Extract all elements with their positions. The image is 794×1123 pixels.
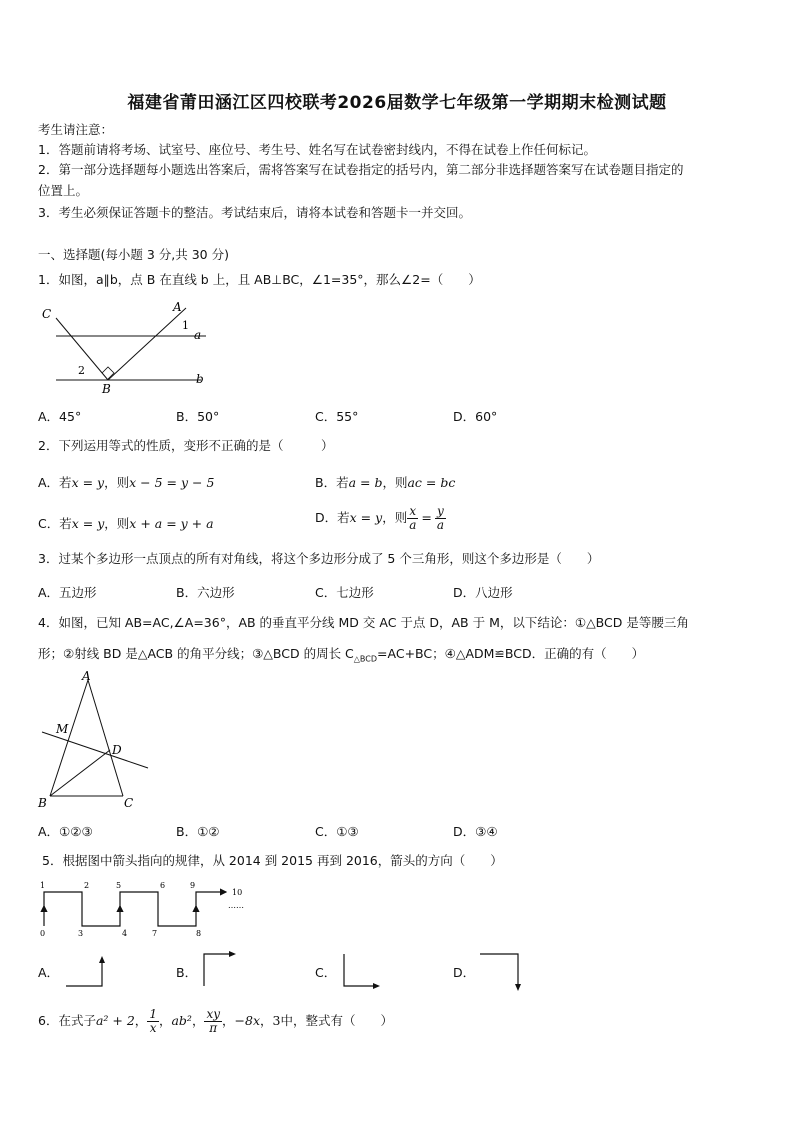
q2-b-result: ac = bc — [407, 475, 456, 490]
q6-sep-5: ， — [260, 1013, 273, 1028]
q4-option-b[interactable]: B．①② — [176, 824, 220, 839]
num-1: 1 — [40, 881, 46, 890]
zigzag-arrows — [44, 892, 226, 926]
q2-d-cond: x = y — [349, 510, 383, 525]
q3-option-c[interactable]: C．七边形 — [315, 585, 374, 600]
q4-option-a[interactable]: A．①②③ — [38, 824, 93, 839]
q5-option-c-arrow[interactable] — [338, 950, 382, 990]
q5-option-d-label[interactable]: D． — [453, 965, 476, 980]
q5-option-b-arrow[interactable] — [198, 948, 240, 988]
side-ab — [50, 680, 88, 796]
q4-label-c: C — [124, 796, 134, 810]
q5-option-b-label[interactable]: B． — [176, 965, 198, 980]
q1-label-c: C — [42, 307, 52, 321]
q5-option-d-arrow[interactable] — [476, 948, 526, 994]
q2-option-c[interactable] — [38, 514, 214, 532]
section-heading: 一、选择题(每小题 3 分,共 30 分) — [38, 247, 229, 262]
right-angle-mark — [102, 367, 114, 379]
q2-d-mid: ，则 — [382, 510, 408, 525]
q4-label-d: D — [112, 743, 122, 757]
q2-b-label: B．若 — [315, 475, 349, 490]
q1-angle-2: 2 — [78, 364, 85, 377]
q2-d-equals: = — [421, 510, 432, 525]
q4-line2-part1: 形；②射线 BD 是△ACB 的角平分线；③△BCD 的周长 C — [38, 646, 354, 661]
num-5: 5 — [116, 881, 122, 890]
num-0: 0 — [40, 929, 46, 938]
q1-option-b[interactable]: B．50° — [176, 409, 220, 424]
q5-option-c-label[interactable]: C． — [315, 965, 337, 980]
q1-label-a-point: A — [173, 300, 182, 314]
q1-option-a[interactable]: A．45° — [38, 409, 82, 424]
q6-expr-6: 3 — [272, 1013, 281, 1028]
line-md — [42, 732, 148, 768]
q5-pattern-figure — [36, 878, 256, 940]
side-ac — [88, 680, 123, 796]
q6-expr-3: ab² — [171, 1013, 192, 1028]
notice-item-2: 2．第一部分选择题每小题选出答案后，需将答案写在试卷指定的括号内，第二部分非选择题答案写在试卷题目指定的 — [38, 162, 684, 177]
num-4: 4 — [122, 929, 128, 938]
q4-option-d[interactable]: D．③④ — [453, 824, 498, 839]
q4-subscript: △BCD — [353, 654, 378, 664]
q2-a-mid: ，则 — [104, 475, 130, 490]
q2-d-label: D．若 — [315, 510, 350, 525]
q3-option-a[interactable]: A．五边形 — [38, 585, 97, 600]
segment-bd — [50, 750, 110, 796]
num-8: 8 — [196, 929, 202, 938]
q4-figure — [36, 668, 156, 813]
q2-d-fraction-left: $\frac{x}{a}$ — [409, 504, 417, 532]
arrowhead-right-icon — [229, 951, 236, 957]
q2-c-mid: ，则 — [104, 516, 130, 531]
option-b-path — [204, 954, 234, 986]
q2-a-result: x − 5 = y − 5 — [129, 475, 215, 490]
num-7: 7 — [152, 929, 158, 938]
q1-stem: 1．如图，a∥b，点 B 在直线 b 上，且 AB⊥BC，∠1=35°，那么∠2=（ ） — [38, 272, 481, 287]
num-6: 6 — [160, 881, 166, 890]
q3-option-d[interactable]: D．八边形 — [453, 585, 513, 600]
q4-line2-part2: =AC+BC；④△ADM≌BCD．正确的有（ ） — [377, 646, 645, 661]
q4-stem-line2 — [38, 646, 644, 668]
notice-item-3: 3．考生必须保证答题卡的整洁。考试结束后，请将本试卷和答题卡一并交回。 — [38, 205, 471, 220]
q2-option-b[interactable] — [315, 473, 455, 491]
q4-label-a: A — [82, 669, 91, 683]
q1-angle-1: 1 — [182, 319, 189, 332]
q3-stem: 3．过某个多边形一点顶点的所有对角线，将这个多边形分成了 5 个三角形，则这个多边形是（ ） — [38, 551, 600, 566]
num-10: 10 — [232, 888, 243, 897]
q5-stem: 5．根据图中箭头指向的规律，从 2014 到 2015 再到 2016，箭头的方向（ ） — [42, 853, 503, 868]
q2-a-label: A．若 — [38, 475, 72, 490]
q4-option-c[interactable]: C．①③ — [315, 824, 359, 839]
continuation-dots: …… — [228, 901, 244, 910]
exam-title: 福建省莆田涵江区四校联考2026届数学七年级第一学期期末检测试题 — [127, 93, 667, 113]
option-a-path — [66, 958, 102, 986]
q2-a-cond: x = y — [71, 475, 105, 490]
q2-stem: 2．下列运用等式的性质，变形不正确的是（ ） — [38, 438, 334, 453]
arrowhead-up-icon — [99, 956, 105, 963]
q4-label-b: B — [38, 796, 47, 810]
q1-label-line-b: b — [196, 372, 204, 386]
q6-stem — [38, 1008, 393, 1035]
q1-label-line-a: a — [194, 328, 202, 342]
notice-item-1: 1．答题前请将考场、试室号、座位号、考生号、姓名写在试卷密封线内，不得在试卷上作任何标记。 — [38, 142, 596, 157]
q6-sep-1: ， — [134, 1013, 148, 1028]
option-d-path — [480, 954, 518, 988]
q6-expr-2: $\frac{1}{x}$ — [149, 1007, 157, 1035]
q6-expr-1: a² + 2 — [95, 1013, 135, 1028]
q2-d-fraction-right: $\frac{y}{a}$ — [436, 504, 444, 532]
q2-c-label: C．若 — [38, 516, 72, 531]
num-2: 2 — [84, 881, 90, 890]
q3-option-b[interactable]: B．六边形 — [176, 585, 235, 600]
q6-expr-5: −8x — [234, 1013, 260, 1028]
q1-figure — [36, 296, 216, 396]
notice-item-2-cont: 位置上。 — [38, 183, 89, 198]
q2-b-cond: a = b — [348, 475, 383, 490]
num-3: 3 — [78, 929, 84, 938]
q2-c-cond: x = y — [71, 516, 105, 531]
q1-option-d[interactable]: D．60° — [453, 409, 498, 424]
segment-ba — [108, 308, 186, 380]
q6-sep-4: ， — [222, 1013, 235, 1028]
q6-sep-2: ， — [158, 1013, 172, 1028]
q1-option-c[interactable]: C．55° — [315, 409, 359, 424]
q4-stem-line1: 4．如图，已知 AB=AC,∠A=36°，AB 的垂直平分线 MD 交 AC 于点 D，AB 于 M，以下结论：①△BCD 是等腰三角 — [38, 615, 689, 630]
q6-expr-4: $\frac{xy}{\pi}$ — [206, 1007, 220, 1035]
q6-sep-3: ， — [191, 1013, 205, 1028]
option-c-path — [344, 954, 378, 986]
notice-heading: 考生请注意： — [38, 122, 114, 137]
num-9: 9 — [190, 881, 196, 890]
q5-option-a-label[interactable]: A． — [38, 965, 60, 980]
q6-label: 6．在式子 — [38, 1013, 96, 1028]
q2-c-result: x + a = y + a — [129, 516, 214, 531]
arrowhead-down-icon — [515, 984, 521, 991]
q2-option-a[interactable] — [38, 473, 214, 491]
q4-label-m: M — [56, 722, 69, 736]
q1-label-b-point: B — [102, 382, 111, 396]
arrowhead-right-icon — [373, 983, 380, 989]
q5-option-a-arrow[interactable] — [62, 950, 110, 990]
q6-tail: 中，整式有（ ） — [280, 1013, 393, 1028]
q2-option-d[interactable] — [315, 505, 446, 532]
q2-b-mid: ，则 — [382, 475, 408, 490]
